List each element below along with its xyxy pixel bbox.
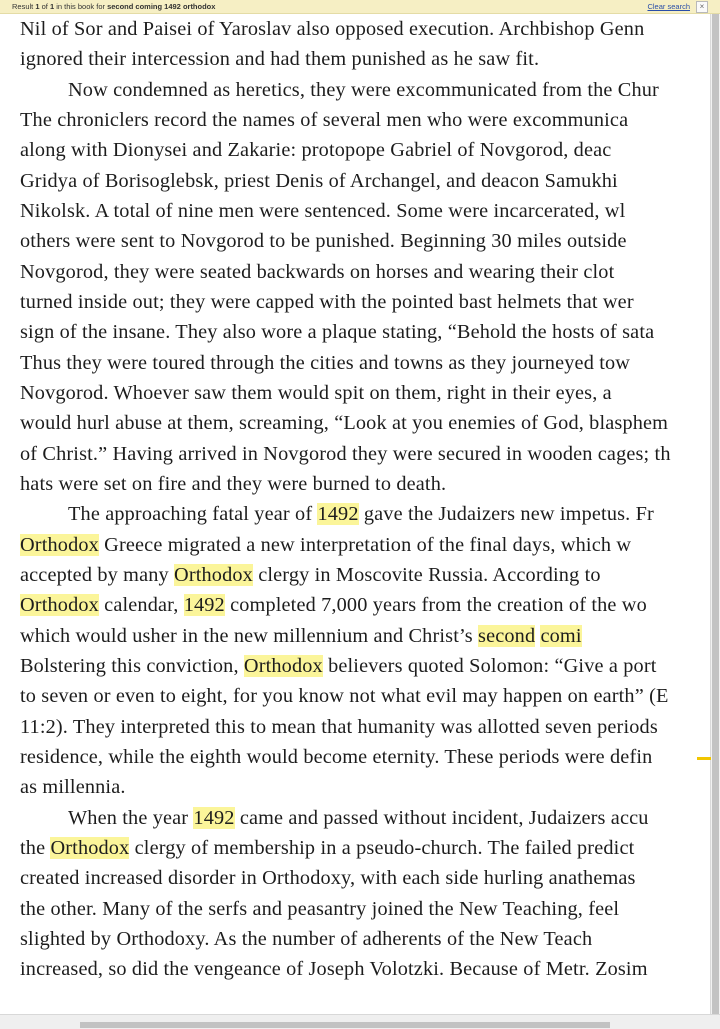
text-line [20, 75, 659, 105]
result-total: 1 [49, 2, 55, 11]
text-line [20, 742, 652, 772]
text-segment: the other. Many of the serfs and peasantry joined the New Teaching, feel [20, 897, 620, 920]
text-segment: ignored their intercession and had them punished as he saw fit. [20, 48, 540, 71]
text-segment: turned inside out; they were capped with the pointed bast helmets that wer [20, 290, 634, 313]
text-line [20, 590, 647, 620]
text-segment: clergy of membership in a pseudo-church. The failed predict [129, 836, 635, 859]
text-segment: which would usher in the new millennium and Christ’s [20, 624, 479, 647]
text-segment: clergy in Moscovite Russia. According to [252, 563, 601, 586]
search-highlight: 1492 [317, 503, 359, 526]
book-page [20, 14, 700, 1014]
text-segment: Greece migrated a new interpretation of the final days, which w [98, 533, 632, 556]
result-index: 1 [35, 2, 40, 11]
close-icon[interactable]: × [696, 1, 708, 13]
text-segment: sign of the insane. They also wore a plaque stating, “Behold the hosts of sata [20, 321, 655, 344]
text-line [20, 560, 601, 590]
search-hit-marker[interactable] [697, 757, 711, 760]
text-line [20, 954, 648, 984]
text-segment: Now condemned as heretics, they were excommunicated from the Chur [68, 78, 659, 101]
text-line [20, 712, 658, 742]
text-line [20, 863, 636, 893]
text-line [20, 317, 654, 347]
text-segment: residence, while the eighth would become eternity. These periods were defin [20, 745, 653, 768]
search-highlight: 1492 [183, 594, 225, 617]
text-segment: gave the Judaizers new impetus. Fr [358, 503, 654, 526]
text-segment: Nikolsk. A total of nine men were sentenced. Some were incarcerated, wl [20, 199, 626, 222]
text-segment: Nil of Sor and Paisei of Yaroslav also opposed execution. Archbishop Genn [20, 18, 645, 40]
text-segment: Novgorod, they were seated backwards on horses and wearing their clot [20, 260, 615, 283]
text-line [20, 257, 614, 287]
text-line [20, 348, 630, 378]
text-segment: Gridya of Borisoglebsk, priest Denis of Archangel, and deacon Samukhi [20, 169, 618, 192]
text-segment: increased, so did the vengeance of Joseph Volotzki. Because of Metr. Zosim [20, 958, 648, 981]
search-highlight: 1492 [193, 806, 235, 829]
text-line [20, 803, 649, 833]
search-highlight: comi [540, 624, 582, 647]
text-segment: as millennia. [20, 776, 126, 799]
text-segment: 11:2). They interpreted this to mean that humanity was allotted seven periods [20, 715, 658, 738]
text-line [20, 408, 668, 438]
text-segment: The chroniclers record the names of several men who were excommunica [20, 108, 629, 131]
text-line [20, 530, 631, 560]
text-segment: slighted by Orthodoxy. As the number of adherents of the New Teach [20, 927, 593, 950]
text-line [20, 894, 619, 924]
text-segment: Bolstering this conviction, [20, 654, 244, 677]
search-highlight: Orthodox [243, 654, 323, 677]
in-book-text: in this book for [54, 2, 108, 11]
text-line [20, 378, 612, 408]
horizontal-scroll-thumb[interactable] [80, 1022, 610, 1028]
text-line [20, 226, 627, 256]
search-query: second coming 1492 orthodox [107, 2, 216, 11]
search-highlight: Orthodox [20, 594, 99, 617]
text-line [20, 833, 634, 863]
text-segment: others were sent to Novgorod to be punished. Beginning 30 miles outside [20, 230, 627, 253]
vertical-scrollbar[interactable] [710, 14, 720, 1014]
text-line [20, 135, 611, 165]
text-segment: Novgorod. Whoever saw them would spit on them, right in their eyes, a [20, 381, 612, 404]
text-line [20, 14, 644, 44]
text-segment: completed 7,000 years from the creation of the wo [224, 594, 647, 617]
text-line [20, 772, 126, 802]
text-line [20, 469, 446, 499]
clear-search-link[interactable]: Clear search [647, 2, 690, 11]
text-line [20, 621, 582, 651]
text-line [20, 499, 654, 529]
search-results-bar [0, 0, 720, 14]
text-line [20, 105, 628, 135]
search-summary [12, 2, 215, 11]
text-segment: the [20, 836, 51, 859]
search-highlight: Orthodox [174, 563, 253, 586]
horizontal-scrollbar[interactable] [0, 1014, 720, 1029]
text-segment: When the year [68, 806, 194, 829]
text-segment: came and passed without incident, Judaizers accu [234, 806, 649, 829]
vertical-scroll-thumb[interactable] [712, 14, 719, 1014]
text-line [20, 681, 669, 711]
text-line [20, 651, 657, 681]
result-prefix: Result [12, 2, 36, 11]
text-segment: along with Dionysei and Zakarie: protopope Gabriel of Novgorod, deac [20, 139, 612, 162]
text-line [20, 196, 625, 226]
text-line [20, 44, 539, 74]
text-segment: of Christ.” Having arrived in Novgorod they were secured in wooden cages; th [20, 442, 671, 465]
text-segment: to seven or even to eight, for you know not what evil may happen on earth” (E [20, 685, 669, 708]
search-highlight: Orthodox [50, 836, 130, 859]
text-segment: created increased disorder in Orthodoxy, with each side hurling anathemas [20, 867, 636, 890]
text-segment: hats were set on fire and they were burned to death. [20, 472, 447, 495]
text-line [20, 924, 592, 954]
text-segment: would hurl abuse at them, screaming, “Look at you enemies of God, blasphem [20, 412, 669, 435]
search-highlight: Orthodox [20, 533, 99, 556]
text-segment: believers quoted Solomon: “Give a port [322, 654, 657, 677]
text-segment: Thus they were toured through the cities and towns as they journeyed tow [20, 351, 631, 374]
text-segment: calendar, [98, 594, 184, 617]
text-segment: accepted by many [20, 563, 175, 586]
result-of-text: of [39, 2, 50, 11]
search-highlight: second [478, 624, 536, 647]
text-segment: The approaching fatal year of [68, 503, 318, 526]
text-line [20, 287, 634, 317]
text-line [20, 166, 618, 196]
text-line [20, 439, 671, 469]
